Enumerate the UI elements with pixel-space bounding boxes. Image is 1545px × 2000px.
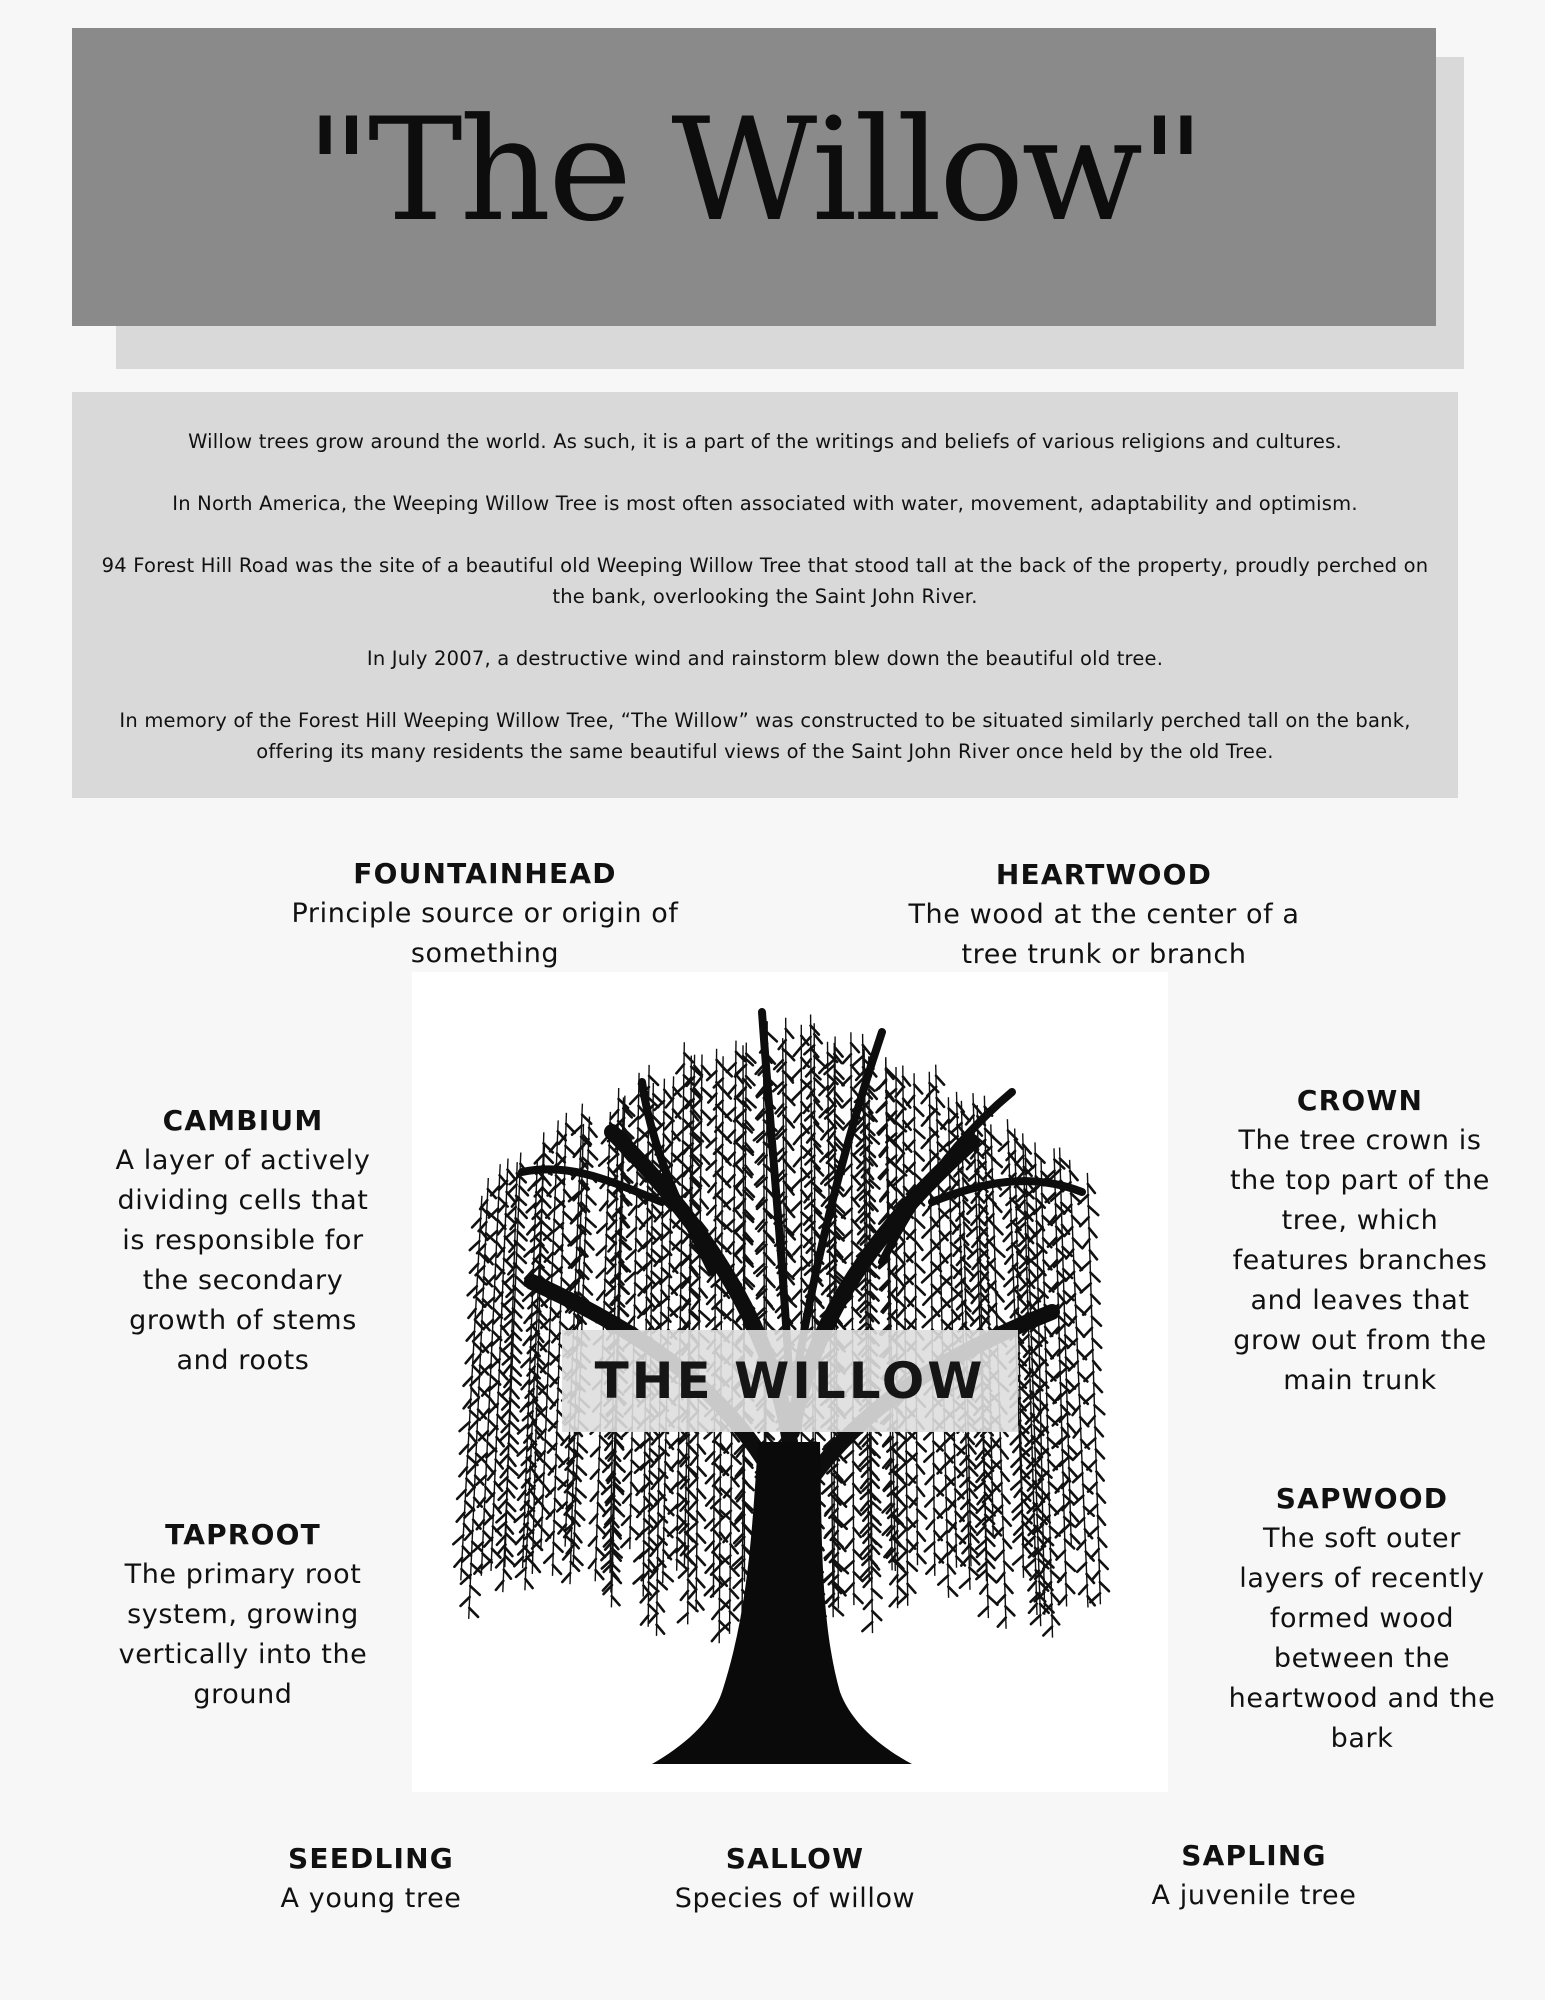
term-description: The soft outer layers of recently formed wood between the heartwood and the bark [1228, 1523, 1496, 1754]
term-seedling [221, 1839, 521, 1919]
term-description: Species of willow [674, 1883, 916, 1914]
term-description: The tree crown is the top part of the tree, which features branches and leaves that grow out from the main trunk [1230, 1125, 1490, 1396]
term-description: A layer of actively dividing cells that is responsible for the secondary growth of stems and roots [115, 1145, 371, 1376]
term-heartwood [876, 855, 1332, 975]
term-description: The wood at the center of a tree trunk or branch [908, 899, 1300, 970]
term-sallow [645, 1839, 945, 1919]
willow-tree-image [412, 972, 1168, 1792]
term-title: SAPLING [1181, 1839, 1327, 1872]
term-sapling [1104, 1836, 1404, 1916]
tree-label: THE WILLOW [594, 1352, 986, 1410]
term-title: TAPROOT [165, 1518, 321, 1551]
term-description: Principle source or origin of something [291, 898, 679, 969]
term-title: CROWN [1296, 1084, 1424, 1117]
term-description: A young tree [280, 1883, 462, 1914]
tree-label-banner [562, 1330, 1018, 1432]
term-title: SAPWOOD [1275, 1482, 1449, 1515]
term-fountainhead [290, 854, 680, 974]
page-title: "The Willow" [305, 88, 1203, 253]
term-crown [1222, 1081, 1498, 1401]
term-description: A juvenile tree [1151, 1880, 1357, 1911]
term-sapwood [1222, 1479, 1502, 1759]
term-description: The primary root system, growing vertically into the ground [118, 1559, 368, 1710]
intro-paragraph: In July 2007, a destructive wind and rainstorm blew down the beautiful old tree. [366, 647, 1164, 670]
term-title: HEARTWOOD [995, 858, 1213, 891]
term-title: SALLOW [725, 1842, 865, 1875]
intro-paragraph: In memory of the Forest Hill Weeping Willow Tree, “The Willow” was constructed to be situated similarly perched tall on the bank, offering its many residents the same beautiful views of the Saint John River once held by the old Tree. [119, 709, 1411, 763]
intro-paragraph: Willow trees grow around the world. As such, it is a part of the writings and beliefs of various religions and cultures. [188, 430, 1342, 453]
term-title: CAMBIUM [162, 1104, 324, 1137]
term-title: FOUNTAINHEAD [353, 857, 617, 890]
term-cambium [108, 1101, 378, 1381]
intro-paragraph: In North America, the Weeping Willow Tree is most often associated with water, movement, adaptability and optimism. [172, 492, 1358, 515]
term-title: SEEDLING [288, 1842, 454, 1875]
intro-panel [72, 392, 1458, 798]
intro-paragraph: 94 Forest Hill Road was the site of a beautiful old Weeping Willow Tree that stood tall at the back of the property, proudly perched on the bank, overlooking the Saint John River. [101, 554, 1429, 608]
term-taproot [112, 1515, 374, 1715]
title-banner [72, 28, 1436, 326]
